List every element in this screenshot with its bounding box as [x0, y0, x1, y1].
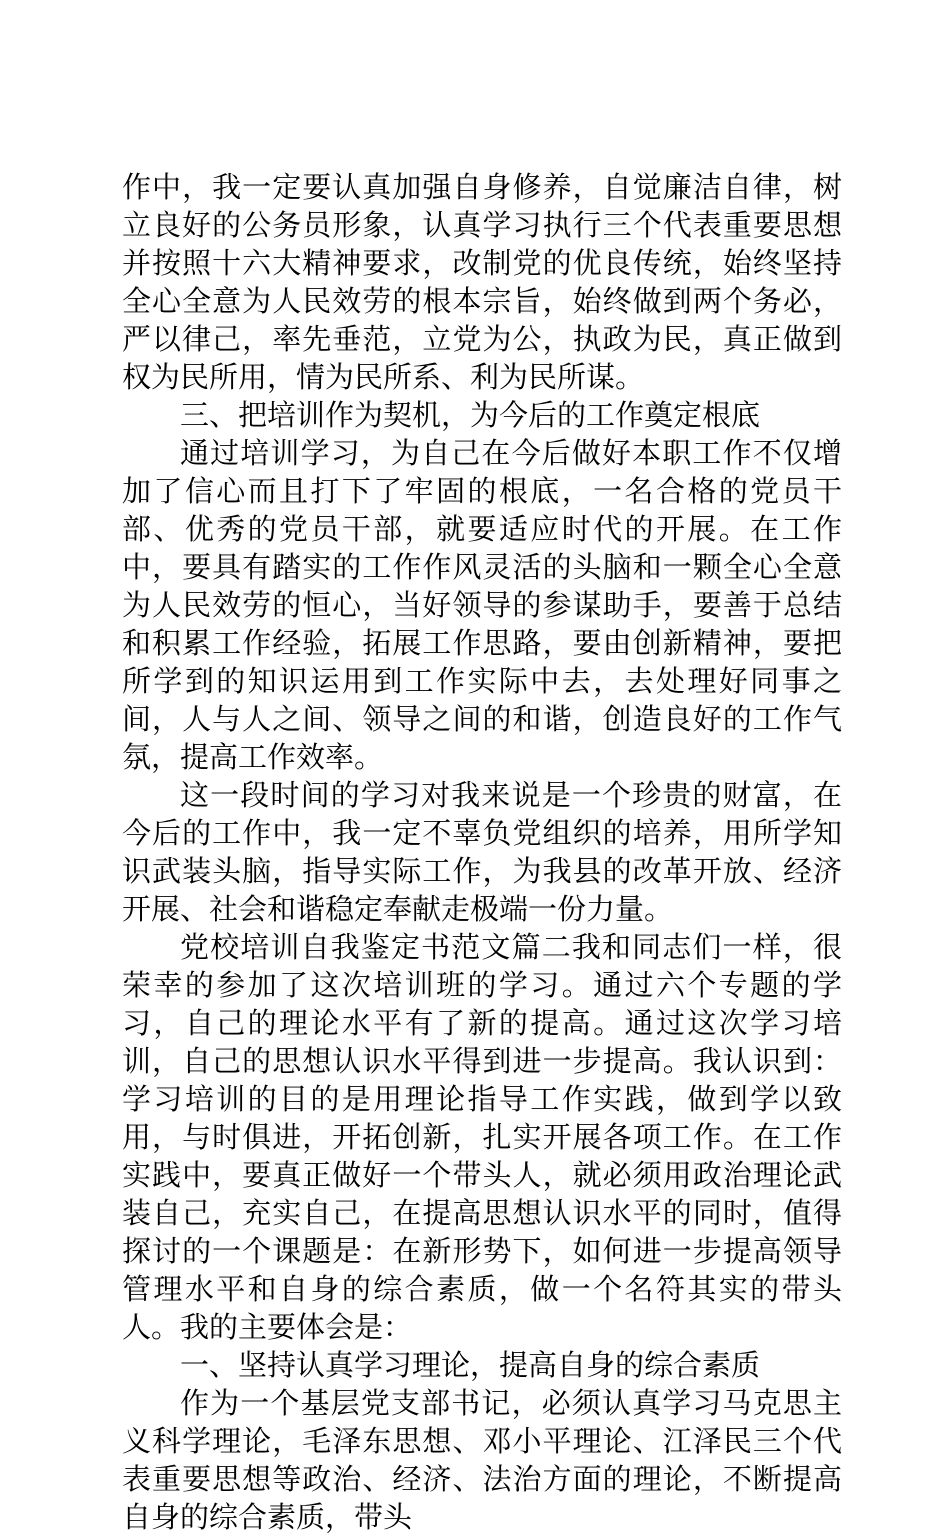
paragraph-4: 这一段时间的学习对我来说是一个珍贵的财富，在今后的工作中，我一定不辜负党组织的培养，用所学知识武装头脑，指导实际工作，为我县的改革开放、经济开展、社会和谐稳定奉献走极端一份力量。 — [122, 778, 842, 926]
paragraph-1: 作中，我一定要认真加强自身修养，自觉廉洁自律，树立良好的公务员形象，认真学习执行三个代表重要思想并按照十六大精神要求，改制党的优良传统，始终坚持全心全意为人民效劳的根本宗旨，始终做到两个务必，严以律己，率先垂范，立党为公，执政为民，真正做到权为民所用，情为民所系、利为民所谋。 — [122, 170, 842, 394]
document-body — [122, 168, 842, 1536]
section-heading-3: 三、把培训作为契机，为今后的工作奠定根底 — [180, 398, 761, 432]
paragraph-5: 党校培训自我鉴定书范文篇二我和同志们一样，很荣幸的参加了这次培训班的学习。通过六个专题的学习，自己的理论水平有了新的提高。通过这次学习培训，自己的思想认识水平得到进一步提高。我认识到：学习培训的目的是用理论指导工作实践，做到学以致用，与时俱进，开拓创新，扎实开展各项工作。在工作实践中，要真正做好一个带头人，就必须用政治理论武装自己，充实自己，在提高思想认识水平的同时，值得探讨的一个课题是：在新形势下，如何进一步提高领导管理水平和自身的综合素质，做一个名符其实的带头人。我的主要体会是： — [122, 930, 842, 1344]
section-heading-1: 一、坚持认真学习理论，提高自身的综合素质 — [180, 1348, 761, 1382]
paragraph-7: 作为一个基层党支部书记，必须认真学习马克思主义科学理论，毛泽东思想、邓小平理论、江泽民三个代表重要思想等政治、经济、法治方面的理论，不断提高自身的综合素质，带头 — [122, 1386, 842, 1534]
paragraph-3: 通过培训学习，为自己在今后做好本职工作不仅增加了信心而且打下了牢固的根底，一名合格的党员干部、优秀的党员干部，就要适应时代的开展。在工作中，要具有踏实的工作作风灵活的头脑和一颗全心全意为人民效劳的恒心，当好领导的参谋助手，要善于总结和积累工作经验，拓展工作思路，要由创新精神，要把所学到的知识运用到工作实际中去，去处理好同事之间，人与人之间、领导之间的和谐，创造良好的工作气氛，提高工作效率。 — [122, 436, 842, 774]
